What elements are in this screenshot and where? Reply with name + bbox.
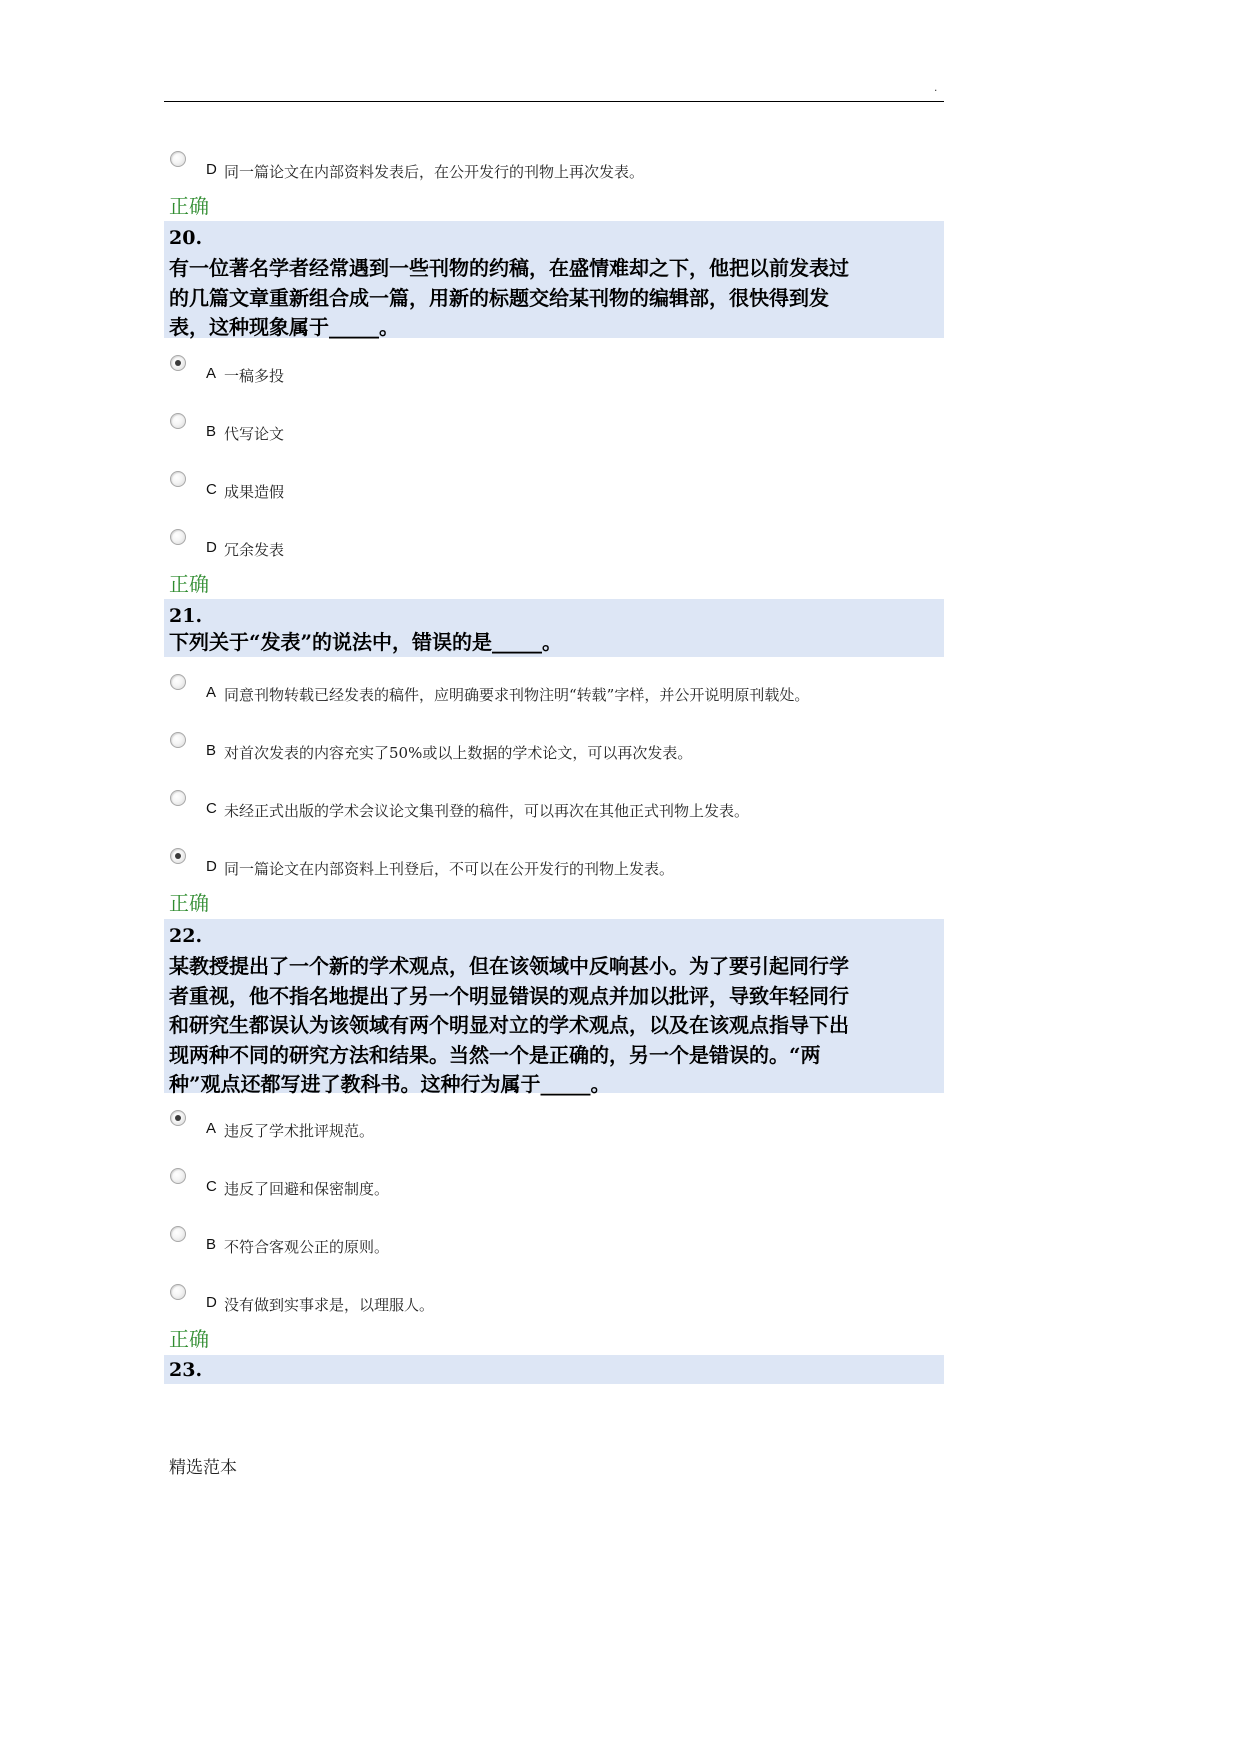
option-text: 成果造假 — [224, 483, 285, 501]
q21-option-c[interactable] — [170, 790, 940, 826]
q21-result: 正确 — [169, 891, 209, 915]
question-text — [169, 952, 944, 1100]
option-letter: C — [206, 800, 217, 817]
radio-button[interactable] — [170, 529, 186, 545]
q20-option-d[interactable] — [170, 529, 940, 565]
option-text: 违反了回避和保密制度。 — [224, 1180, 390, 1198]
option-letter: A — [206, 1120, 217, 1137]
option-letter: B — [206, 1236, 217, 1253]
question-20 — [164, 221, 944, 338]
option-text: 对首次发表的内容充实了50%或以上数据的学术论文，可以再次发表。 — [224, 744, 693, 762]
q22-option-c[interactable] — [170, 1168, 940, 1204]
option-text: 未经正式出版的学术会议论文集刊登的稿件，可以再次在其他正式刊物上发表。 — [224, 802, 750, 820]
option-text: 同一篇论文在内部资料上刊登后，不可以在公开发行的刊物上发表。 — [224, 860, 675, 878]
option-letter: C — [206, 1178, 217, 1195]
question-23 — [164, 1355, 944, 1384]
option-text: 冗余发表 — [224, 541, 285, 559]
radio-button[interactable] — [170, 1284, 186, 1300]
q22-option-d[interactable] — [170, 1284, 940, 1320]
question-text — [169, 254, 944, 343]
q20-option-c[interactable] — [170, 471, 940, 507]
question-line: 的几篇文章重新组合成一篇，用新的标题交给某刊物的编辑部，很快得到发 — [169, 285, 829, 310]
radio-button-checked[interactable] — [170, 355, 186, 371]
question-number: 21. — [169, 605, 203, 627]
question-22 — [164, 919, 944, 1096]
question-line: 种”观点还都写进了教科书。这种行为属于_____。 — [169, 1072, 611, 1096]
option-letter: D — [206, 161, 217, 178]
option-letter: C — [206, 481, 217, 498]
q20-result: 正确 — [169, 572, 209, 596]
q19-result: 正确 — [169, 194, 209, 218]
radio-button-checked[interactable] — [170, 848, 186, 864]
question-line: 和研究生都误认为该领域有两个明显对立的学术观点，以及在该观点指导下出 — [169, 1013, 849, 1037]
question-21 — [164, 599, 944, 657]
question-number: 20. — [169, 227, 203, 249]
option-text: 同一篇论文在内部资料发表后，在公开发行的刊物上再次发表。 — [224, 163, 645, 181]
radio-button[interactable] — [170, 732, 186, 748]
option-text: 没有做到实事求是，以理服人。 — [224, 1296, 435, 1314]
radio-button[interactable] — [170, 674, 186, 690]
option-letter: D — [206, 539, 217, 556]
option-text: 代写论文 — [224, 425, 285, 443]
question-line: 某教授提出了一个新的学术观点，但在该领域中反响甚小。为了要引起同行学 — [169, 954, 849, 978]
q19-option-d[interactable] — [170, 151, 940, 187]
header-divider — [164, 101, 944, 102]
q21-option-b[interactable] — [170, 732, 940, 768]
q22-result: 正确 — [169, 1327, 209, 1351]
radio-button[interactable] — [170, 790, 186, 806]
question-number: 23. — [169, 1359, 203, 1381]
option-letter: A — [206, 684, 217, 701]
option-letter: A — [206, 365, 217, 382]
question-line: 下列关于“发表”的说法中，错误的是_____。 — [169, 630, 563, 654]
question-line: 有一位著名学者经常遇到一些刊物的约稿，在盛情难却之下，他把以前发表过 — [169, 256, 849, 280]
question-number: 22. — [169, 925, 203, 947]
q21-option-a[interactable] — [170, 674, 940, 710]
q22-option-a[interactable] — [170, 1110, 940, 1146]
option-letter: D — [206, 858, 217, 875]
footer-text: 精选范本 — [169, 1458, 237, 1478]
question-line: 现两种不同的研究方法和结果。当然一个是正确的，另一个是错误的。“两 — [169, 1042, 821, 1067]
option-text: 违反了学术批评规范。 — [224, 1122, 375, 1140]
radio-button[interactable] — [170, 151, 186, 167]
radio-button[interactable] — [170, 471, 186, 487]
q20-option-b[interactable] — [170, 413, 940, 449]
option-text: 不符合客观公正的原则。 — [224, 1238, 390, 1256]
q22-option-b[interactable] — [170, 1226, 940, 1262]
q21-option-d[interactable] — [170, 848, 940, 884]
radio-button[interactable] — [170, 1226, 186, 1242]
option-text: 一稿多投 — [224, 367, 285, 385]
option-letter: B — [206, 423, 217, 440]
question-line: 者重视，他不指名地提出了另一个明显错误的观点并加以批评，导致年轻同行 — [169, 983, 849, 1008]
option-letter: D — [206, 1294, 217, 1311]
radio-button[interactable] — [170, 1168, 186, 1184]
option-letter: B — [206, 742, 217, 759]
header-mark: . — [934, 80, 938, 94]
question-line: 表，这种现象属于_____。 — [169, 315, 399, 339]
question-text — [169, 628, 944, 658]
radio-button[interactable] — [170, 413, 186, 429]
radio-button-checked[interactable] — [170, 1110, 186, 1126]
option-text: 同意刊物转载已经发表的稿件，应明确要求刊物注明“转载”字样，并公开说明原刊载处。 — [224, 686, 810, 704]
q20-option-a[interactable] — [170, 355, 940, 391]
